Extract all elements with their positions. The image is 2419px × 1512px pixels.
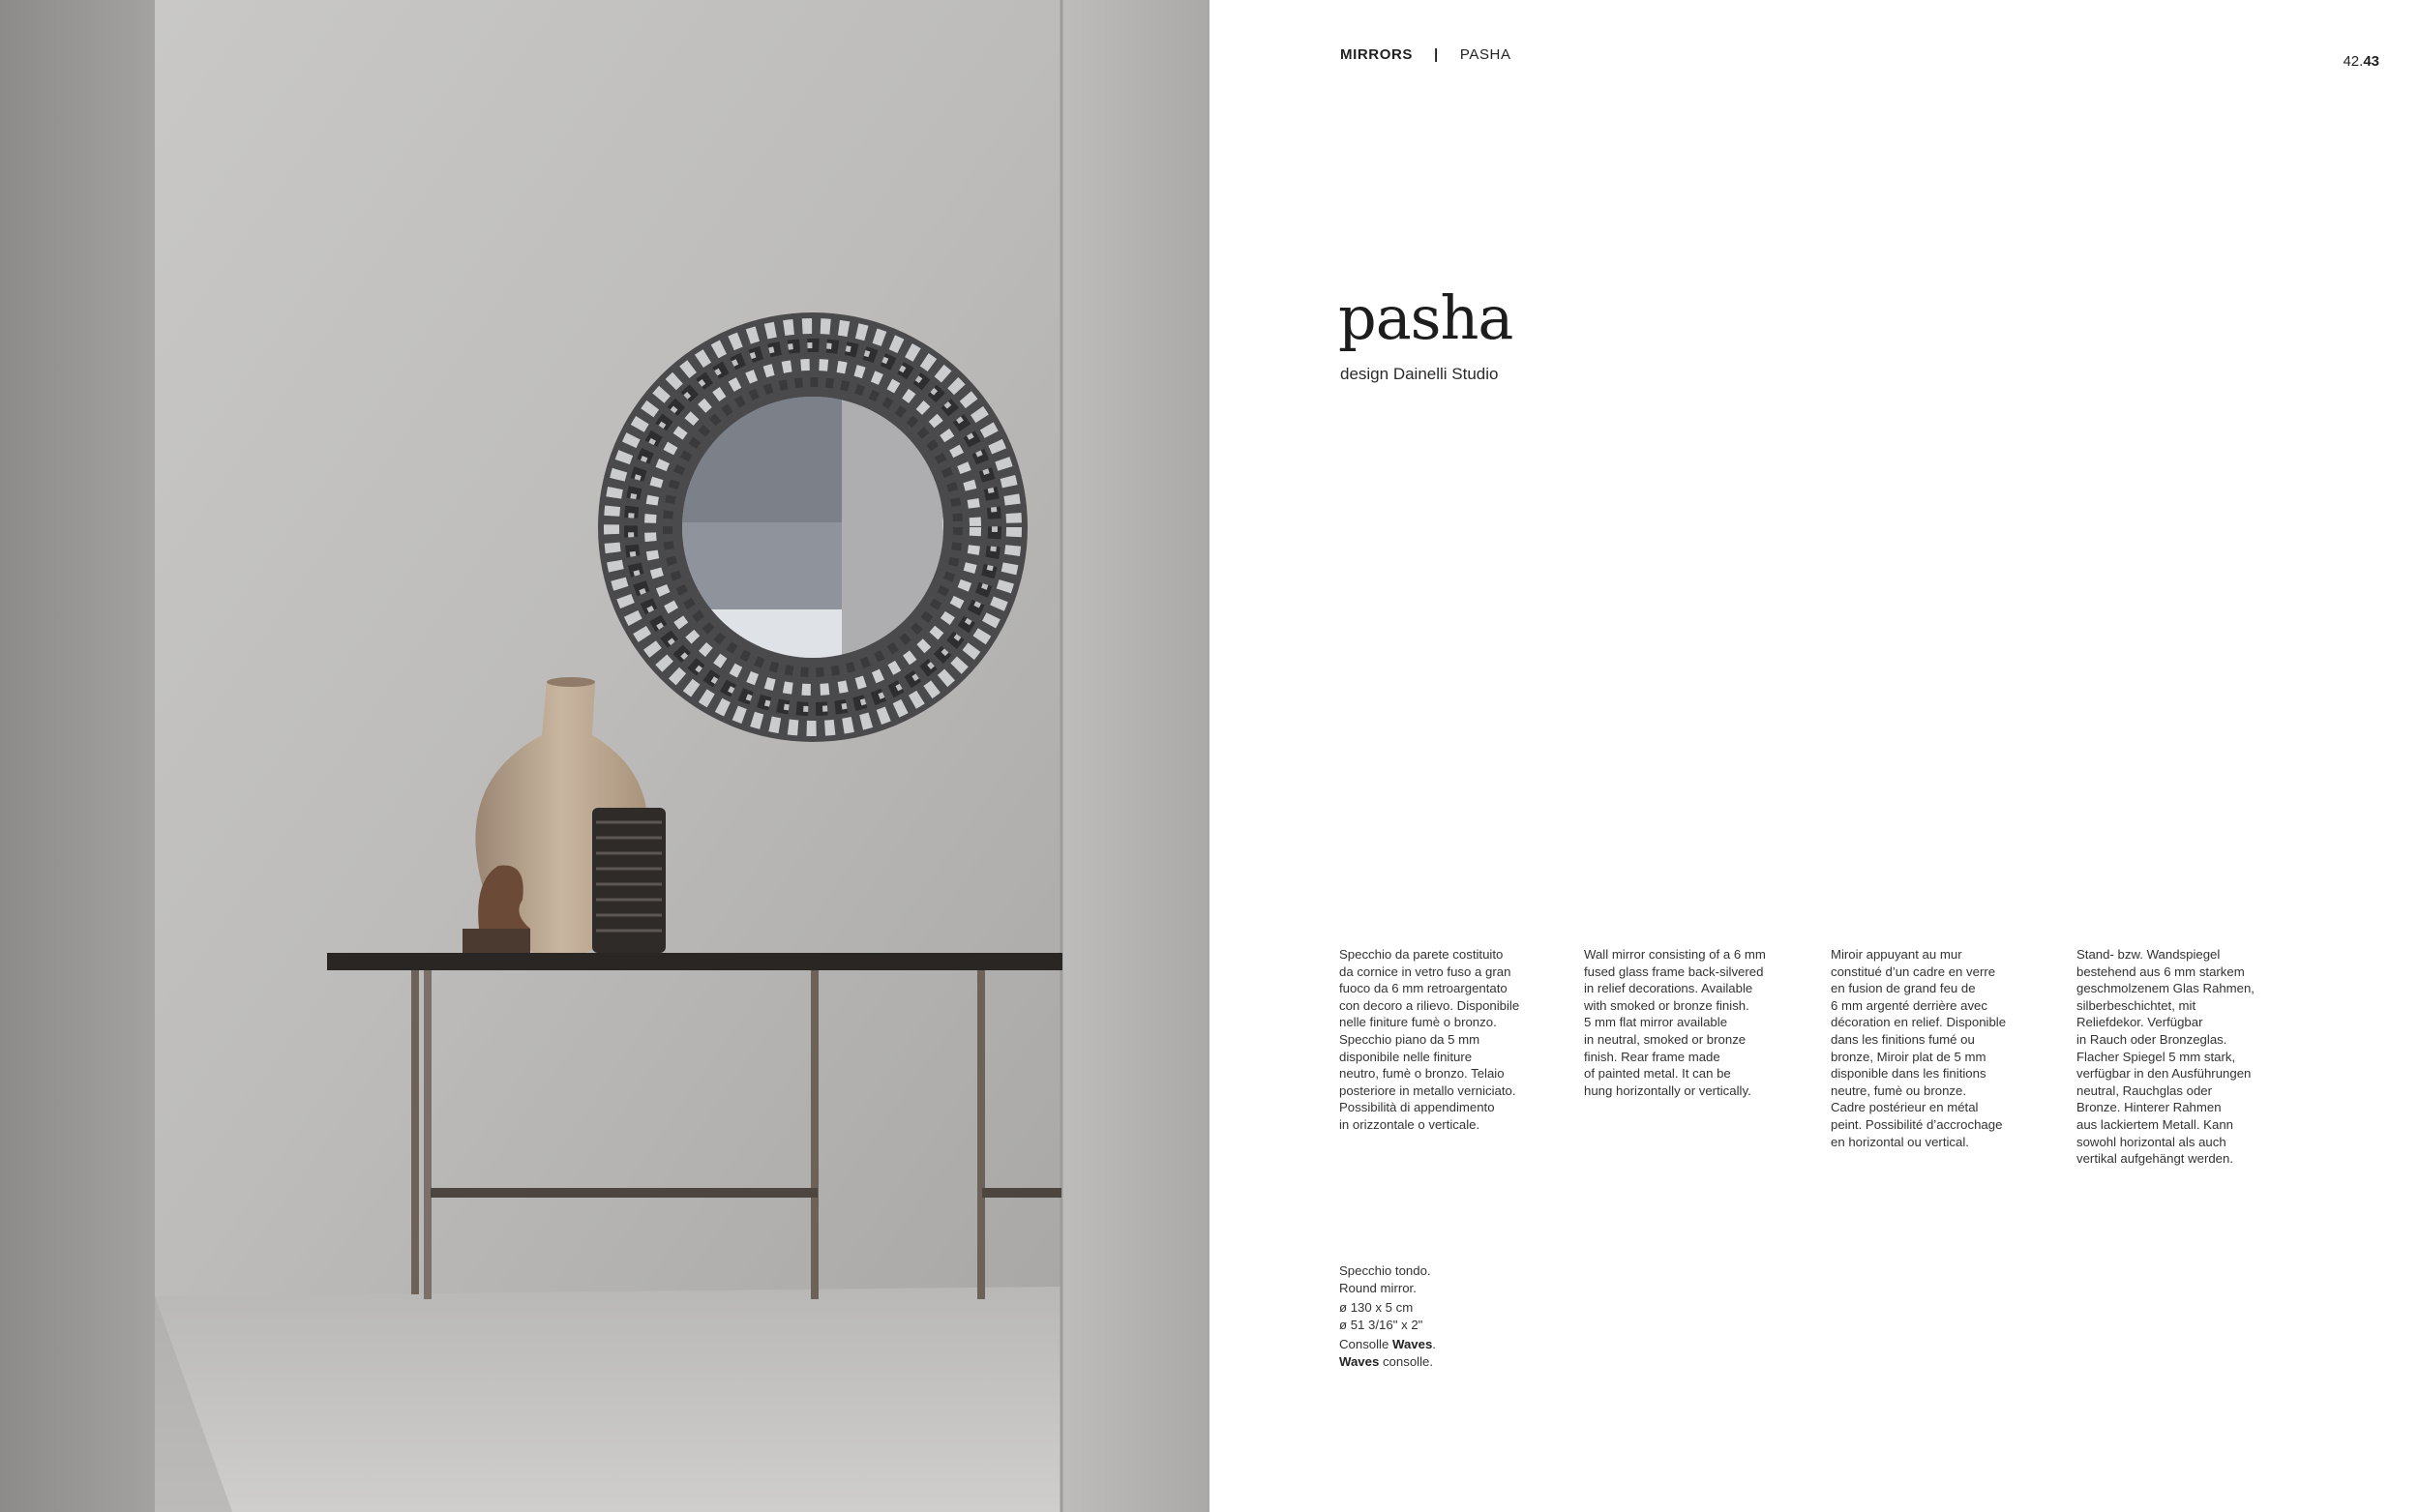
- description-german: Stand- bzw. Wandspiegel bestehend aus 6 mm starkem geschmolzenem Glas Rahmen, silberbeschichtet, mit Reliefdekor. Verfügbar in Rauch oder Bronzeglas. Flacher Spiegel 5 mm stark, verfügbar in den Ausführungen neutral, Rauchglas oder Bronze. Hinterer Rahmen aus lackiertem Metall. Kann sowohl horizontal als auch vertikal aufgehängt werden.: [2076, 947, 2255, 1167]
- ribbed-vase: [592, 808, 666, 953]
- page-number-right: 43: [2363, 53, 2379, 70]
- product-crumb: PASHA: [1459, 46, 1511, 63]
- console-name-en: Waves: [1339, 1353, 1380, 1369]
- console-it-suffix: .: [1432, 1337, 1436, 1352]
- floor: [155, 1287, 1064, 1512]
- description-italian: Specchio da parete costituito da cornice in vetro fuso a gran fuoco da 6 mm retroargentato con decoro a rilievo. Disponibile nelle finiture fumè o bronzo. Specchio piano da 5 mm disponibile nelle finiture neutro, fumè o bronzo. Telaio posteriore in metallo verniciato. Possibilità di appendimento in orizzontale o verticale.: [1339, 947, 1520, 1132]
- mirror-type-italian: Specchio tondo.: [1339, 1263, 1431, 1278]
- right-wall: [1061, 0, 1210, 1512]
- console-reference: [1339, 1336, 1436, 1370]
- product-designer: design Dainelli Studio: [1340, 365, 1499, 383]
- console-it-prefix: Consolle: [1339, 1337, 1392, 1352]
- console-english: [1339, 1353, 1436, 1371]
- section-label: MIRRORS: [1340, 46, 1414, 63]
- product-title: pasha: [1338, 282, 1513, 353]
- dimensions: [1339, 1299, 1436, 1333]
- mirror-type-english: Round mirror.: [1339, 1280, 1417, 1295]
- dimensions-cm: ø 130 x 5 cm: [1339, 1300, 1414, 1316]
- left-wall: [0, 0, 155, 1512]
- console-italian: [1339, 1336, 1436, 1353]
- mirror-type: [1339, 1262, 1436, 1296]
- description-english: Wall mirror consisting of a 6 mm fused glass frame back-silvered in relief decorations. Available with smoked or bronze finish. 5 mm flat mirror available in neutral, smoked or bronze finish. Rear frame made of painted metal. It can be hung horizontally or vertically.: [1584, 947, 1766, 1098]
- product-specs: [1339, 1262, 1436, 1374]
- header-separator: |: [1434, 46, 1439, 63]
- console-name: Waves: [1391, 1337, 1433, 1352]
- page-number: [2343, 53, 2379, 70]
- page-number-left: 42.: [2343, 53, 2364, 70]
- dimensions-inches: ø 51 3/16" x 2": [1339, 1317, 1423, 1332]
- description-french: Miroir appuyant au mur constitué d’un cadre en verre en fusion de grand feu de 6 mm argenté derrière avec décoration en relief. Disponible dans les finitions fumé ou bronze, Miroir plat de 5 mm disponible dans les finitions neutre, fumè ou bronze. Cadre postérieur en métal peint. Possibilité d’accrochage en horizontal ou vertical.: [1831, 947, 2007, 1149]
- console-en-suffix: consolle.: [1379, 1353, 1434, 1369]
- running-header: [1340, 46, 1511, 63]
